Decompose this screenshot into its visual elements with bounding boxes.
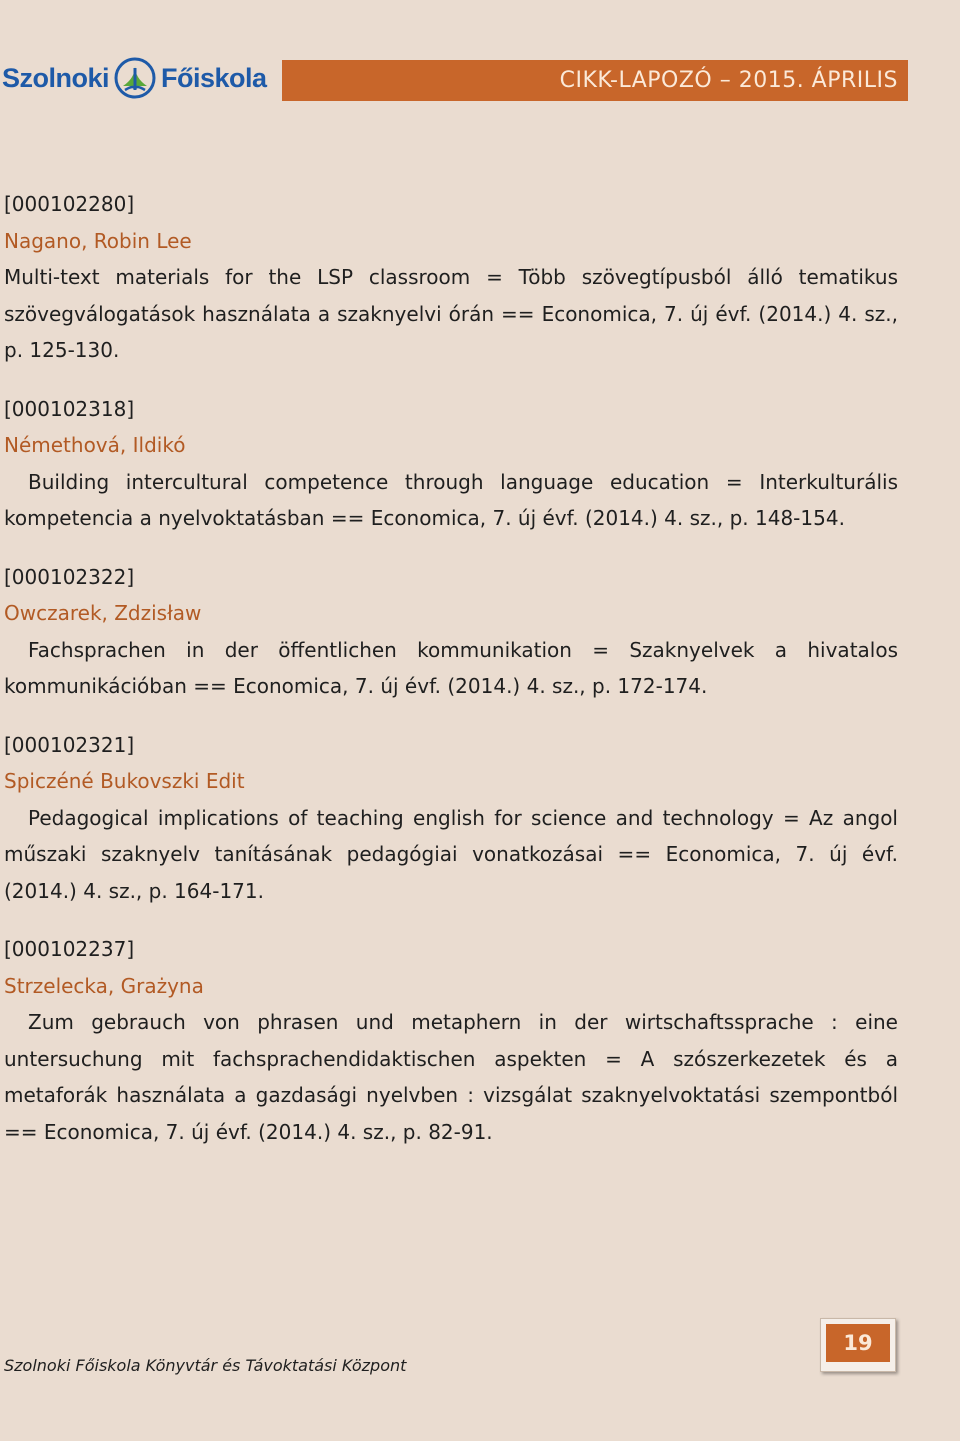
logo-word-foiskola: Főiskola bbox=[161, 62, 267, 93]
entry-id: [000102318] bbox=[4, 396, 135, 421]
entry-citation: Building intercultural competence through language education = Interkulturális kompetencia a nyelvoktatásban == Economica, 7. új évf. (2014.) 4. sz., p. 148-154. bbox=[4, 469, 898, 530]
entry-author: Némethová, Ildikó bbox=[4, 433, 186, 457]
page-number-badge bbox=[820, 1318, 896, 1372]
banner-title: CIKK-LAPOZÓ – 2015. ÁPRILIS bbox=[559, 68, 898, 93]
entry-citation: Pedagogical implications of teaching english for science and technology = Az angol műszaki szaknyelv tanításának pedagógiai vonatkozásai == Economica, 7. új évf. (2014.) 4. sz., p. 164-171. bbox=[4, 805, 898, 903]
book-leaf-logo-icon bbox=[113, 56, 157, 100]
bibliography-entry bbox=[4, 931, 898, 1150]
bibliography-entry bbox=[4, 727, 898, 910]
entry-citation: Multi-text materials for the LSP classroom = Több szövegtípusból álló tematikus szövegválogatások használata a szaknyelvi órán == Economica, 7. új évf. (2014.) 4. sz., p. 125-130. bbox=[4, 265, 898, 362]
bibliography-entry bbox=[4, 391, 898, 537]
entry-author: Nagano, Robin Lee bbox=[4, 228, 192, 253]
logo-word-szolnoki: Szolnoki bbox=[2, 62, 110, 93]
entry-citation: Fachsprachen in der öffentlichen kommunikation = Szaknyelvek a hivatalos kommunikációban == Economica, 7. új évf. (2014.) 4. sz., p. 172-174. bbox=[4, 637, 898, 698]
entry-author: Spiczéné Bukovszki Edit bbox=[4, 769, 245, 793]
entry-id: [000102237] bbox=[4, 937, 135, 961]
bibliography-entry bbox=[4, 186, 898, 369]
entry-id: [000102280] bbox=[4, 192, 135, 216]
entry-id: [000102322] bbox=[4, 564, 135, 589]
page-number: 19 bbox=[826, 1324, 890, 1362]
entry-author: Strzelecka, Grażyna bbox=[4, 973, 204, 998]
bibliography-entry bbox=[4, 559, 898, 705]
header-banner bbox=[282, 60, 908, 101]
entry-author: Owczarek, Zdzisław bbox=[4, 601, 202, 625]
entry-id: [000102321] bbox=[4, 732, 135, 757]
bibliography-list bbox=[4, 186, 898, 1172]
institution-logo bbox=[2, 56, 267, 100]
footer-institution: Szolnoki Főiskola Könyvtár és Távoktatási Központ bbox=[4, 1356, 407, 1375]
entry-citation: Zum gebrauch von phrasen und metaphern in der wirtschaftssprache : eine untersuchung mit fachsprachendidaktischen aspekten = A szószerkezetek és a metaforák használata a gazdasági nyelvben : vizsgálat szaknyelvoktatási szempontból == Economica, 7. új évf. (2014.) 4. sz., p. 82-91. bbox=[4, 1010, 898, 1144]
page-header bbox=[0, 0, 960, 110]
